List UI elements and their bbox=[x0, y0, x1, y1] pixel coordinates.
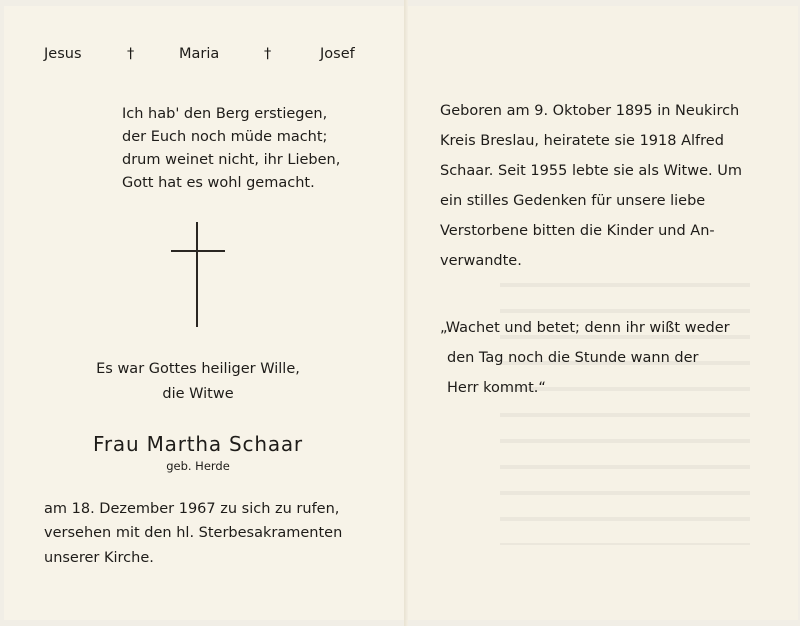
poem-line: Ich hab' den Berg erstiegen, bbox=[122, 106, 328, 122]
death-line: am 18. Dezember 1967 zu sich zu rufen, bbox=[44, 501, 340, 517]
header-josef: Josef bbox=[320, 46, 355, 62]
biography-line: Geboren am 9. Oktober 1895 in Neukirch bbox=[440, 103, 740, 119]
header-jesus: Jesus bbox=[44, 46, 82, 62]
biography-line: verwandte. bbox=[440, 253, 522, 269]
header-cross-1: † bbox=[127, 46, 135, 62]
birth-name: geb. Herde bbox=[166, 459, 230, 473]
death-line: unserer Kirche. bbox=[44, 550, 154, 566]
biography-line: Schaar. Seit 1955 lebte sie als Witwe. Um bbox=[440, 163, 742, 179]
biography-line: Kreis Breslau, heiratete sie 1918 Alfred bbox=[440, 133, 724, 149]
header-maria: Maria bbox=[179, 46, 220, 62]
deceased-name: Frau Martha Schaar bbox=[93, 432, 303, 456]
poem-line: der Euch noch müde macht; bbox=[122, 129, 328, 145]
biography-line: Verstorbene bitten die Kinder und An- bbox=[440, 223, 715, 239]
announcement-line-1: Es war Gottes heiliger Wille, bbox=[96, 361, 300, 377]
quote-line: Herr kommt.“ bbox=[447, 380, 546, 396]
death-line: versehen mit den hl. Sterbesakramenten bbox=[44, 525, 343, 541]
poem-line: drum weinet nicht, ihr Lieben, bbox=[122, 152, 341, 168]
bleed-through-decoration-2 bbox=[500, 265, 750, 545]
announcement-line-2: die Witwe bbox=[162, 386, 234, 402]
cross-icon bbox=[171, 222, 225, 327]
quote-line: den Tag noch die Stunde wann der bbox=[447, 350, 699, 366]
biography-line: ein stilles Gedenken für unsere liebe bbox=[440, 193, 706, 209]
quote-line: „Wachet und betet; denn ihr wißt weder bbox=[440, 320, 730, 336]
header-cross-2: † bbox=[264, 46, 272, 62]
poem-line: Gott hat es wohl gemacht. bbox=[122, 175, 315, 191]
